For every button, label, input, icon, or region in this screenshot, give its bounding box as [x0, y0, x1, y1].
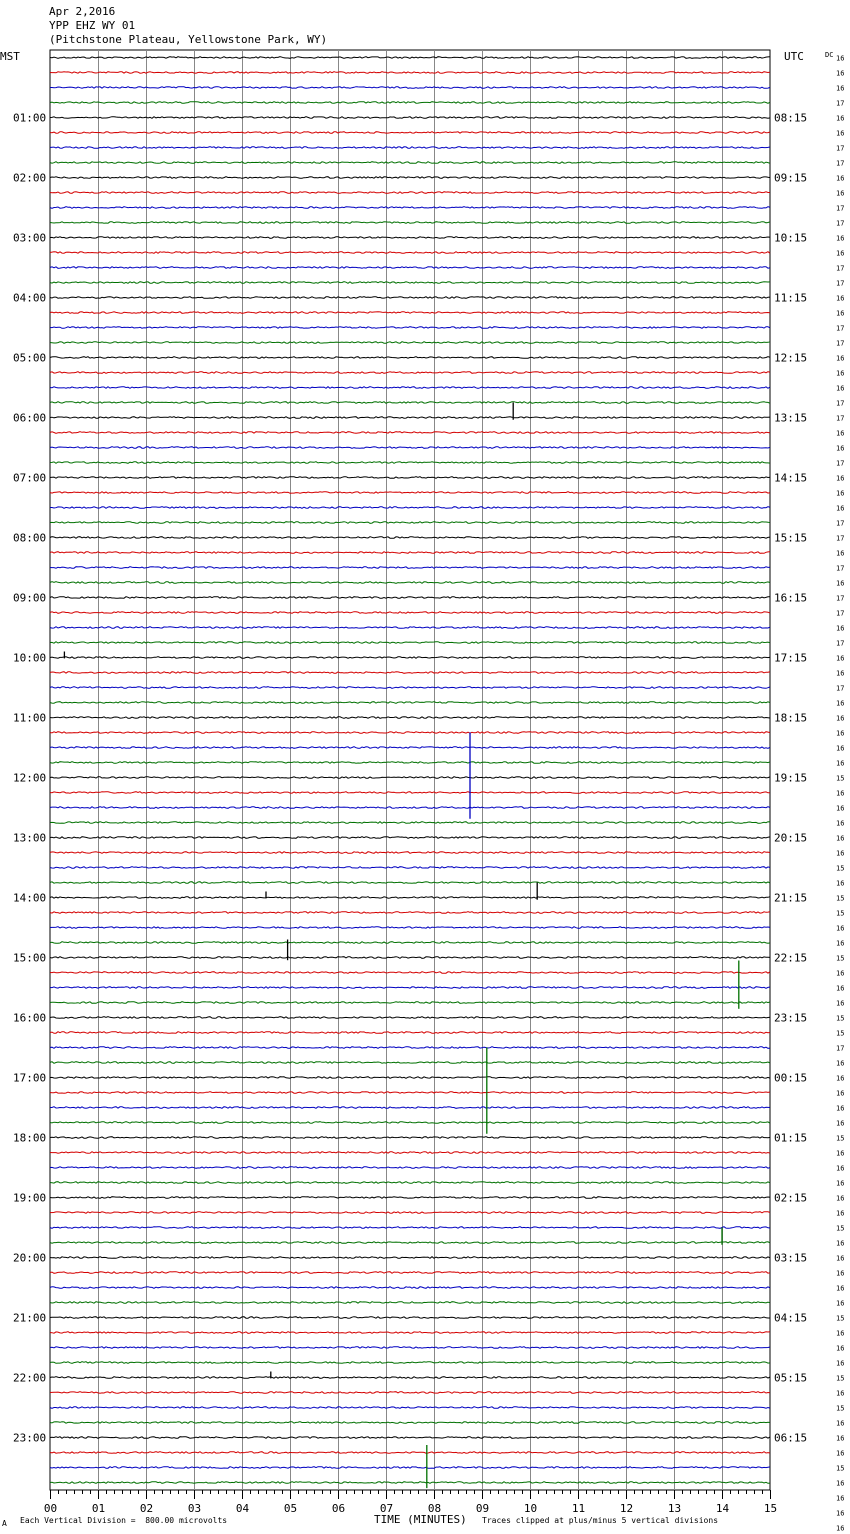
seismic-trace	[50, 1182, 770, 1184]
dc-offset-label: 16	[836, 1164, 845, 1173]
seismic-trace	[50, 537, 770, 539]
right-hour-label: 03:15	[774, 1251, 808, 1265]
seismic-trace	[50, 57, 770, 59]
x-tick-label: 03	[187, 1502, 202, 1515]
dc-offset-label: 17	[836, 564, 845, 573]
seismic-trace	[50, 402, 770, 404]
dc-offset-label: 17	[836, 144, 845, 153]
x-tick-label: 00	[43, 1502, 58, 1515]
dc-offset-label: 17	[836, 594, 845, 603]
right-hour-label: 16:15	[774, 591, 808, 605]
right-hour-label: 17:15	[774, 651, 808, 665]
dc-offset-label: 16	[836, 369, 845, 378]
dc-offset-label: 16	[836, 804, 845, 813]
dc-offset-label: 15	[836, 1029, 845, 1038]
x-tick-label: 08	[427, 1502, 442, 1515]
right-hour-label: 11:15	[774, 291, 808, 305]
dc-offset-label: 15	[836, 1404, 845, 1413]
seismic-trace	[50, 1422, 770, 1424]
seismic-trace	[50, 867, 770, 869]
seismic-trace	[50, 1152, 770, 1154]
dc-offset-label: 16	[836, 1359, 845, 1368]
seismic-trace	[50, 72, 770, 74]
dc-offset-label: 17	[836, 219, 845, 228]
x-tick-label: 01	[91, 1502, 106, 1515]
dc-offset-label: 17	[836, 684, 845, 693]
left-hour-label: 13:00	[13, 831, 47, 845]
right-hour-label: 22:15	[774, 951, 808, 965]
seismic-trace	[50, 1227, 770, 1229]
seismic-trace	[50, 1452, 770, 1454]
seismic-trace	[50, 1122, 770, 1124]
dc-offset-label: 17	[836, 159, 845, 168]
left-hour-label: 03:00	[13, 231, 47, 245]
right-hour-label: 09:15	[774, 171, 808, 185]
seismic-trace	[50, 882, 770, 884]
seismic-trace	[50, 462, 770, 464]
seismic-trace	[50, 177, 770, 179]
dc-offset-label: 16	[836, 714, 845, 723]
dc-offset-label: 16	[836, 1434, 845, 1443]
right-hour-label: 20:15	[774, 831, 808, 845]
left-hour-label: 19:00	[13, 1191, 47, 1205]
seismic-trace	[50, 1332, 770, 1334]
seismic-trace	[50, 717, 770, 719]
seismic-trace	[50, 117, 770, 119]
station-location: (Pitchstone Plateau, Yellowstone Park, WY)	[49, 33, 328, 46]
dc-offset-label: 17	[836, 459, 845, 468]
seismic-trace	[50, 1077, 770, 1079]
plot-date: Apr 2,2016	[49, 5, 116, 18]
dc-offset-label: 16	[836, 579, 845, 588]
dc-offset-label: 17	[836, 519, 845, 528]
seismic-trace	[50, 312, 770, 314]
seismic-trace	[50, 1392, 770, 1394]
seismic-trace	[50, 1377, 770, 1379]
seismic-trace	[50, 297, 770, 299]
dc-offset-label: 16	[836, 1239, 845, 1248]
dc-offset-label: 17	[836, 399, 845, 408]
dc-offset-label: 16	[836, 174, 845, 183]
dc-offset-label: 16	[836, 999, 845, 1008]
dc-offset-label: 16	[836, 84, 845, 93]
dc-offset-label: 16	[836, 819, 845, 828]
dc-offset-label: 16	[836, 1149, 845, 1158]
dc-offset-label: 16	[836, 1179, 845, 1188]
left-hour-label: 09:00	[13, 591, 47, 605]
seismic-trace	[50, 1092, 770, 1094]
dc-offset-label: 16	[836, 1389, 845, 1398]
dc-offset-label: 16	[836, 1254, 845, 1263]
seismic-trace	[50, 567, 770, 569]
dc-offset-label: 16	[836, 69, 845, 78]
seismic-trace	[50, 1437, 770, 1439]
seismic-trace	[50, 267, 770, 269]
left-hour-label: 17:00	[13, 1071, 47, 1085]
dc-offset-label: 16	[836, 939, 845, 948]
dc-offset-label: 16	[836, 1284, 845, 1293]
seismic-trace	[50, 1032, 770, 1034]
left-hour-label: 10:00	[13, 651, 47, 665]
right-hour-label: 14:15	[774, 471, 808, 485]
right-hour-label: 00:15	[774, 1071, 808, 1085]
dc-offset-label: 16	[836, 1059, 845, 1068]
seismic-trace	[50, 87, 770, 89]
left-hour-label: 23:00	[13, 1431, 47, 1445]
dc-offset-label: 15	[836, 1314, 845, 1323]
seismic-trace	[50, 1317, 770, 1319]
dc-offset-label: 16	[836, 1419, 845, 1428]
left-hour-label: 16:00	[13, 1011, 47, 1025]
seismic-trace	[50, 1362, 770, 1364]
seismic-trace	[50, 1062, 770, 1064]
seismic-trace	[50, 507, 770, 509]
dc-offset-label: 16	[836, 1449, 845, 1458]
seismic-trace	[50, 1407, 770, 1409]
right-timezone-label: UTC	[784, 50, 804, 63]
seismic-trace	[50, 1047, 770, 1049]
seismic-trace	[50, 912, 770, 914]
left-hour-label: 01:00	[13, 111, 47, 125]
seismic-trace	[50, 1257, 770, 1259]
dc-offset-label: 17	[836, 264, 845, 273]
right-hour-label: 21:15	[774, 891, 808, 905]
seismic-trace	[50, 657, 770, 659]
dc-offset-label: 17	[836, 324, 845, 333]
x-axis-title: TIME (MINUTES)	[374, 1513, 467, 1526]
seismic-trace	[50, 972, 770, 974]
dc-offset-label: 16	[836, 1329, 845, 1338]
seismic-trace	[50, 447, 770, 449]
dc-offset-label: 16	[836, 234, 845, 243]
dc-offset-label: 15	[836, 774, 845, 783]
seismic-trace	[50, 1467, 770, 1469]
dc-offset-label: 16	[836, 1299, 845, 1308]
left-timezone-label: MST	[0, 50, 20, 63]
dc-offset-label: 16	[836, 654, 845, 663]
dc-offset-label: 15	[836, 1134, 845, 1143]
x-tick-label: 12	[619, 1502, 634, 1515]
dc-offset-label: 15	[836, 894, 845, 903]
seismic-trace	[50, 612, 770, 614]
plot-frame	[50, 50, 770, 1490]
dc-offset-label: 16	[836, 1209, 845, 1218]
right-hour-label: 06:15	[774, 1431, 808, 1445]
right-hour-label: 05:15	[774, 1371, 808, 1385]
dc-offset-label: 16	[836, 54, 845, 63]
seismic-trace	[50, 807, 770, 809]
seismic-trace	[50, 597, 770, 599]
seismic-trace	[50, 1272, 770, 1274]
dc-offset-label: 15	[836, 1464, 845, 1473]
dc-offset-label: 17	[836, 204, 845, 213]
dc-offset-label: 16	[836, 1494, 845, 1503]
seismic-trace	[50, 837, 770, 839]
dc-offset-label: 17	[836, 1044, 845, 1053]
right-hour-label: 10:15	[774, 231, 808, 245]
dc-offset-label: 16	[836, 249, 845, 258]
seismic-trace	[50, 687, 770, 689]
dc-offset-label: 16	[836, 549, 845, 558]
right-hour-label: 23:15	[774, 1011, 808, 1025]
dc-offset-label: 17	[836, 99, 845, 108]
seismic-trace	[50, 1197, 770, 1199]
dc-offset-label: 16	[836, 849, 845, 858]
dc-offset-label: 16	[836, 384, 845, 393]
dc-offset-label: 15	[836, 1014, 845, 1023]
seismic-trace	[50, 732, 770, 734]
seismic-trace	[50, 957, 770, 959]
dc-offset-label: 16	[836, 489, 845, 498]
left-hour-label: 14:00	[13, 891, 47, 905]
x-tick-label: 02	[139, 1502, 154, 1515]
right-hour-label: 08:15	[774, 111, 808, 125]
left-hour-label: 05:00	[13, 351, 47, 365]
seismic-trace	[50, 747, 770, 749]
dc-offset-label: 16	[836, 1104, 845, 1113]
left-hour-label: 04:00	[13, 291, 47, 305]
x-tick-label: 05	[283, 1502, 298, 1515]
dc-offset-label: 17	[836, 279, 845, 288]
left-hour-label: 08:00	[13, 531, 47, 545]
seismic-trace	[50, 417, 770, 419]
dc-offset-label: 16	[836, 834, 845, 843]
seismic-trace	[50, 987, 770, 989]
seismic-trace	[50, 477, 770, 479]
x-tick-label: 07	[379, 1502, 394, 1515]
dc-offset-label: 16	[836, 699, 845, 708]
seismic-trace	[50, 792, 770, 794]
left-hour-label: 06:00	[13, 411, 47, 425]
seismic-trace	[50, 1287, 770, 1289]
seismic-trace	[50, 132, 770, 134]
seismic-trace	[50, 357, 770, 359]
seismic-trace	[50, 627, 770, 629]
seismic-trace	[50, 702, 770, 704]
dc-offset-label: 16	[836, 129, 845, 138]
dc-offset-label: 16	[836, 969, 845, 978]
channel-id: YPP EHZ WY 01	[49, 19, 136, 32]
seismic-trace	[50, 642, 770, 644]
seismic-trace	[50, 207, 770, 209]
dc-offset-label: 16	[836, 1344, 845, 1353]
dc-offset-label: 16	[836, 429, 845, 438]
seismic-trace	[50, 852, 770, 854]
seismic-trace	[50, 942, 770, 944]
seismic-trace	[50, 237, 770, 239]
dc-offset-label: 16	[836, 759, 845, 768]
seismic-trace	[50, 1302, 770, 1304]
left-hour-label: 02:00	[13, 171, 47, 185]
seismic-trace	[50, 372, 770, 374]
seismic-trace	[50, 1167, 770, 1169]
dc-offset-label: 15	[836, 1374, 845, 1383]
dc-offset-label: 16	[836, 1479, 845, 1488]
right-hour-label: 19:15	[774, 771, 808, 785]
left-hour-label: 15:00	[13, 951, 47, 965]
dc-offset-label: 15	[836, 1224, 845, 1233]
dc-offset-label: 15	[836, 909, 845, 918]
dc-offset-label: 16	[836, 879, 845, 888]
seismic-trace	[50, 1002, 770, 1004]
seismic-trace	[50, 672, 770, 674]
x-tick-label: 06	[331, 1502, 346, 1515]
seismic-trace	[50, 1137, 770, 1139]
x-tick-label: 14	[715, 1502, 730, 1515]
dc-offset-label: 17	[836, 339, 845, 348]
right-hour-label: 02:15	[774, 1191, 808, 1205]
seismic-trace	[50, 522, 770, 524]
left-hour-label: 20:00	[13, 1251, 47, 1265]
seismic-trace	[50, 1107, 770, 1109]
dc-offset-label: 17	[836, 534, 845, 543]
left-hour-label: 07:00	[13, 471, 47, 485]
dc-offset-label: 16	[836, 1194, 845, 1203]
dc-offset-label: 15	[836, 954, 845, 963]
seismic-trace	[50, 822, 770, 824]
x-tick-label: 04	[235, 1502, 250, 1515]
x-tick-label: 11	[571, 1502, 586, 1515]
dc-offset-label: 16	[836, 294, 845, 303]
dc-offset-label: 16	[836, 924, 845, 933]
dc-offset-label: 16	[836, 1509, 845, 1518]
seismic-trace	[50, 1017, 770, 1019]
seismic-trace	[50, 762, 770, 764]
clip-note: Traces clipped at plus/minus 5 vertical divisions	[482, 1516, 719, 1525]
dc-offset-label: 16	[836, 114, 845, 123]
dc-offset-label: 16	[836, 354, 845, 363]
seismic-trace	[50, 897, 770, 899]
seismic-trace	[50, 492, 770, 494]
dc-offset-label: 16	[836, 309, 845, 318]
right-hour-label: 18:15	[774, 711, 808, 725]
seismic-trace	[50, 192, 770, 194]
dc-offset-label: 16	[836, 444, 845, 453]
seismic-trace	[50, 432, 770, 434]
dc-offset-label: 16	[836, 1089, 845, 1098]
dc-offset-label: 16	[836, 504, 845, 513]
dc-offset-label: 16	[836, 624, 845, 633]
dc-offset-label: 17	[836, 414, 845, 423]
x-tick-label: 09	[475, 1502, 490, 1515]
dc-offset-label: 17	[836, 639, 845, 648]
seismic-trace	[50, 1482, 770, 1484]
seismic-trace	[50, 102, 770, 104]
right-hour-label: 12:15	[774, 351, 808, 365]
dc-offset-label: 17	[836, 609, 845, 618]
dc-offset-label: 16	[836, 1524, 845, 1533]
seismic-trace	[50, 927, 770, 929]
dc-offset-label: 16	[836, 189, 845, 198]
dc-offset-label: 16	[836, 744, 845, 753]
corner-mark: A	[2, 1519, 7, 1528]
seismic-trace	[50, 327, 770, 329]
dc-offset-label: 16	[836, 789, 845, 798]
dc-offset-label: 16	[836, 1119, 845, 1128]
left-hour-label: 11:00	[13, 711, 47, 725]
dc-offset-label: 16	[836, 669, 845, 678]
left-hour-label: 21:00	[13, 1311, 47, 1325]
seismic-trace	[50, 342, 770, 344]
seismic-trace	[50, 777, 770, 779]
x-tick-label: 13	[667, 1502, 682, 1515]
seismic-trace	[50, 222, 770, 224]
left-hour-label: 12:00	[13, 771, 47, 785]
right-hour-label: 01:15	[774, 1131, 808, 1145]
seismic-trace	[50, 1212, 770, 1214]
dc-offset-label: 16	[836, 1074, 845, 1083]
right-hour-label: 13:15	[774, 411, 808, 425]
left-hour-label: 18:00	[13, 1131, 47, 1145]
right-hour-label: 04:15	[774, 1311, 808, 1325]
dc-label: DC	[825, 51, 834, 59]
seismic-trace	[50, 147, 770, 149]
dc-offset-label: 16	[836, 474, 845, 483]
seismic-trace	[50, 387, 770, 389]
x-tick-label: 10	[523, 1502, 538, 1515]
seismic-trace	[50, 1242, 770, 1244]
x-tick-label: 15	[763, 1502, 778, 1515]
left-hour-label: 22:00	[13, 1371, 47, 1385]
dc-offset-label: 16	[836, 729, 845, 738]
seismic-trace	[50, 1347, 770, 1349]
seismic-trace	[50, 252, 770, 254]
seismic-trace	[50, 552, 770, 554]
seismic-trace	[50, 282, 770, 284]
seismic-trace	[50, 582, 770, 584]
right-hour-label: 15:15	[774, 531, 808, 545]
dc-offset-label: 16	[836, 984, 845, 993]
dc-offset-label: 16	[836, 1269, 845, 1278]
vertical-division-note: Each Vertical Division = 800.00 microvolts	[20, 1516, 228, 1525]
seismic-trace	[50, 162, 770, 164]
dc-offset-label: 15	[836, 864, 845, 873]
